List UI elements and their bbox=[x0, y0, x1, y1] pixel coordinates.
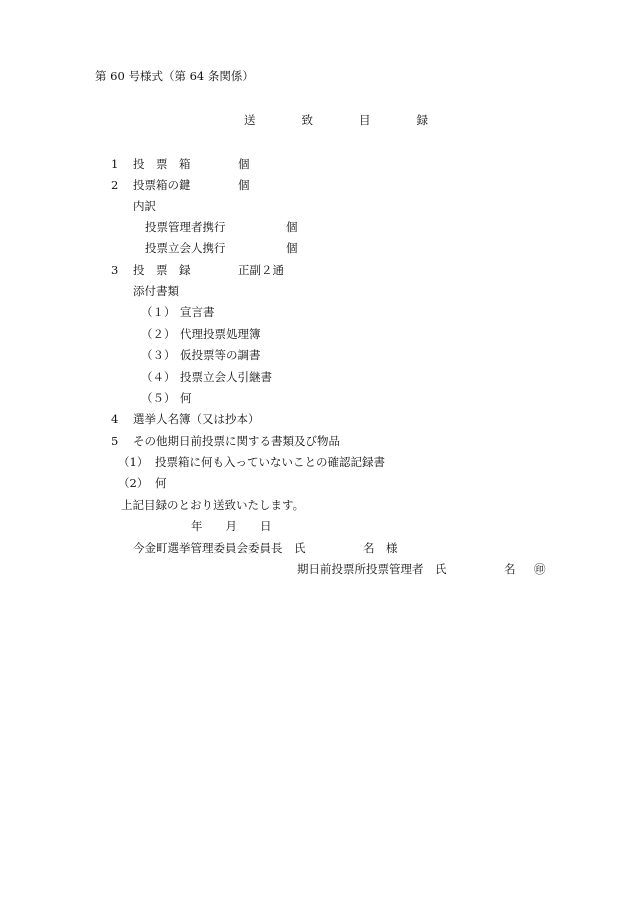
item-3-sub-5-number: （５） bbox=[141, 391, 176, 405]
sender-line: 期日前投票所投票管理者 氏 名 bbox=[297, 562, 516, 576]
item-3-sub-3-label: 仮投票等の調書 bbox=[180, 348, 261, 362]
item-3-sub-4-number: （４） bbox=[141, 370, 176, 384]
item-5-sub-1-number: （1） bbox=[118, 455, 149, 469]
item-5-sub-2-label: 何 bbox=[155, 476, 167, 490]
seal-mark: ㊞ bbox=[534, 562, 546, 576]
item-4-number: 4 bbox=[111, 412, 119, 426]
document-title: 送 致 目 録 bbox=[244, 113, 428, 127]
item-3-attached-docs: 添付書類 bbox=[133, 284, 179, 298]
item-5-sub-2-number: （2） bbox=[118, 476, 149, 490]
date-line: 年 月 日 bbox=[191, 519, 272, 533]
item-3-label: 投 票 録 bbox=[133, 263, 191, 277]
addressee-line: 今金町選挙管理委員会委員長 氏 名 様 bbox=[133, 541, 398, 555]
item-2-sub-1-count: 個 bbox=[286, 220, 298, 234]
item-2-label: 投票箱の鍵 bbox=[133, 178, 191, 192]
item-3-number: 3 bbox=[111, 263, 119, 277]
item-3-sub-1-number: （１） bbox=[141, 305, 176, 319]
item-5-number: 5 bbox=[111, 434, 119, 448]
item-2-breakdown: 内訳 bbox=[133, 199, 156, 213]
item-5-sub-1-label: 投票箱に何も入っていないことの確認記録書 bbox=[155, 455, 385, 469]
item-2-count: 個 bbox=[238, 178, 250, 192]
item-4-label: 選挙人名簿（又は抄本） bbox=[133, 412, 260, 426]
item-3-count: 正副２通 bbox=[238, 263, 284, 277]
item-1-label: 投 票 箱 bbox=[133, 157, 191, 171]
item-3-sub-3-number: （３） bbox=[141, 348, 176, 362]
item-2-sub-1-label: 投票管理者携行 bbox=[145, 220, 226, 234]
item-3-sub-1-label: 宣言書 bbox=[180, 305, 215, 319]
closing-statement: 上記目録のとおり送致いたします。 bbox=[121, 498, 305, 512]
item-5-label: その他期日前投票に関する書類及び物品 bbox=[133, 434, 340, 448]
item-1-number: 1 bbox=[111, 157, 119, 171]
item-3-sub-5-label: 何 bbox=[180, 391, 192, 405]
item-3-sub-2-number: （２） bbox=[141, 327, 176, 341]
item-2-number: 2 bbox=[111, 178, 119, 192]
item-3-sub-4-label: 投票立会人引継書 bbox=[180, 370, 272, 384]
form-header: 第 60 号様式（第 64 条関係） bbox=[95, 69, 254, 83]
item-2-sub-2-label: 投票立会人携行 bbox=[145, 241, 226, 255]
item-3-sub-2-label: 代理投票処理簿 bbox=[180, 327, 261, 341]
item-1-count: 個 bbox=[238, 157, 250, 171]
item-2-sub-2-count: 個 bbox=[286, 241, 298, 255]
